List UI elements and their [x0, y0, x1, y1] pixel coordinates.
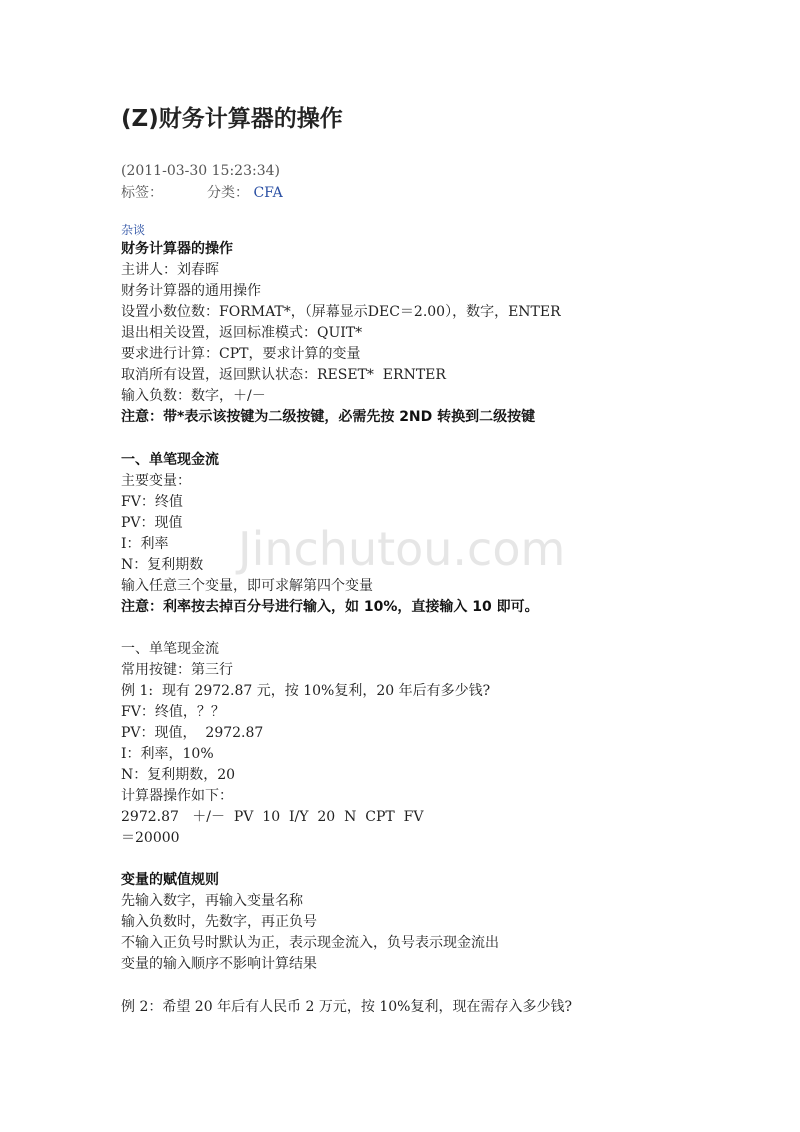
- body-line: I：利率，10%: [121, 746, 214, 762]
- body-line: FV：终值: [121, 494, 183, 510]
- body-line: 输入负数：数字，＋/－: [121, 388, 266, 404]
- section-heading-plain: 一、单笔现金流: [121, 641, 219, 657]
- tags-label: 标签：: [121, 185, 163, 201]
- body-line: 主要变量：: [121, 473, 191, 489]
- subcategory-link[interactable]: 杂谈: [121, 223, 146, 237]
- body-line: PV：现值: [121, 515, 183, 531]
- note-line: 注意：带*表示该按键为二级按键，必需先按 2ND 转换到二级按键: [121, 409, 536, 425]
- watermark: Jinchutou.com: [238, 522, 566, 576]
- keystroke-line: 2972.87 ＋/－ PV 10 I/Y 20 N CPT FV: [121, 809, 424, 825]
- body-line: 主讲人：刘春晖: [121, 262, 219, 278]
- timestamp: (2011-03-30 15:23:34): [121, 163, 280, 179]
- body-line: 要求进行计算：CPT，要求计算的变量: [121, 346, 361, 362]
- body-line: 输入负数时，先数字，再正负号: [121, 914, 317, 930]
- body-line: 变量的输入顺序不影响计算结果: [121, 956, 317, 972]
- body-line: I：利率: [121, 536, 169, 552]
- note-line: 注意：利率按去掉百分号进行输入，如 10%，直接输入 10 即可。: [121, 599, 539, 615]
- meta-row: [121, 182, 283, 202]
- body-line: 退出相关设置，返回标准模式：QUIT*: [121, 325, 363, 341]
- body-line: 计算器操作如下：: [121, 788, 233, 804]
- body-line: 先输入数字，再输入变量名称: [121, 893, 303, 909]
- body-line: N：复利期数: [121, 557, 204, 573]
- category-label: 分类：: [207, 185, 249, 201]
- result-line: ＝20000: [121, 830, 180, 846]
- section-heading: 变量的赋值规则: [121, 872, 219, 888]
- body-line: 财务计算器的通用操作: [121, 283, 261, 299]
- body-line: 不输入正负号时默认为正，表示现金流入，负号表示现金流出: [121, 935, 499, 951]
- body-line: PV：现值， 2972.87: [121, 725, 264, 741]
- example-line: 例 2：希望 20 年后有人民币 2 万元，按 10%复利，现在需存入多少钱?: [121, 999, 572, 1015]
- body-line: 输入任意三个变量，即可求解第四个变量: [121, 578, 373, 594]
- body-line: 取消所有设置，返回默认状态：RESET* ERNTER: [121, 367, 446, 383]
- example-line: 例 1: 现有 2972.87 元，按 10%复利，20 年后有多少钱?: [121, 683, 491, 699]
- body-line: 设置小数位数：FORMAT*，（屏幕显示DEC＝2.00），数字，ENTER: [121, 304, 561, 320]
- section-heading: 财务计算器的操作: [121, 241, 233, 257]
- section-heading: 一、单笔现金流: [121, 452, 219, 468]
- category-link[interactable]: CFA: [253, 185, 283, 201]
- body-line: N：复利期数，20: [121, 767, 236, 783]
- body-line: FV：终值，？？: [121, 704, 225, 720]
- body-line: 常用按键：第三行: [121, 662, 233, 678]
- page-title: (Z)财务计算器的操作: [121, 106, 343, 132]
